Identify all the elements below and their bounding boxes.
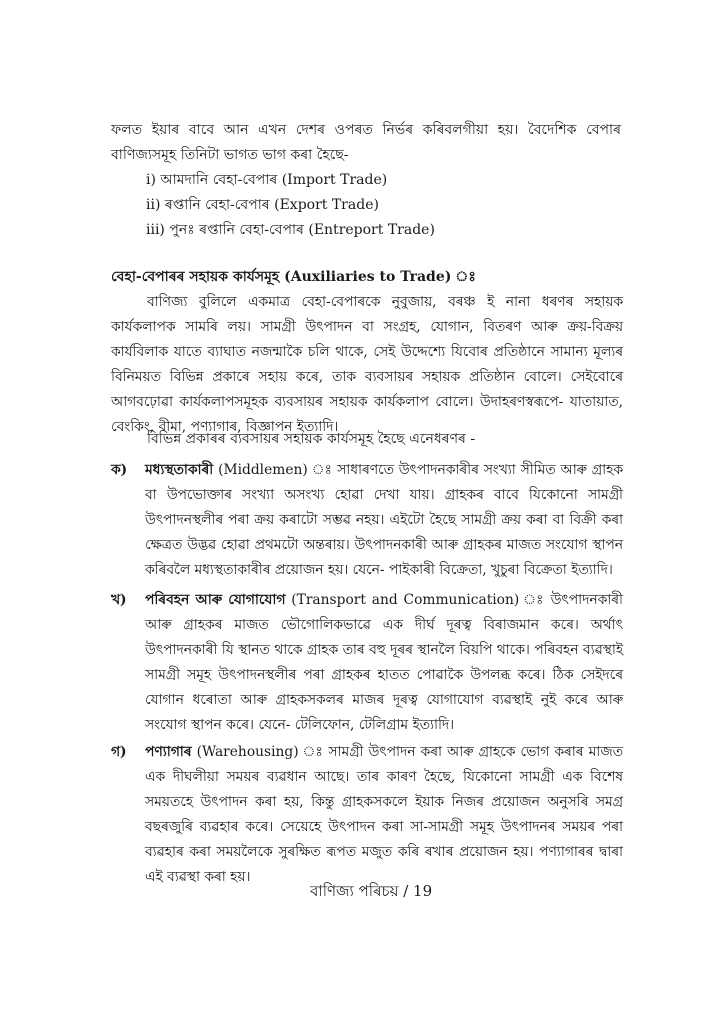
list-item-warehousing xyxy=(111,740,623,890)
section-heading: বেহা-বেপাৰৰ সহায়ক কাৰ্যসমূহ (Auxiliaries to Trade) ঃ xyxy=(111,269,476,285)
book-title: বাণিজ্য পৰিচয় xyxy=(310,882,399,900)
item-text: (Transport and Communication) ঃ উৎপাদনকাৰী আৰু গ্ৰাহকৰ মাজত ভৌগোলিকভাৱে এক দীৰ্ঘ দূৰত্ব বিৰাজমান কৰে। অৰ্থাৎ উৎপাদনকাৰী যি স্থানত থাকে গ্ৰাহক তাৰ বহু দূৰৰ স্থানলৈ বিয়পি থাকে। পৰিবহন ব্যৱস্থাই সামগ্ৰী সমূহ উৎপাদনস্থলীৰ পৰা গ্ৰাহকৰ হাতত পোৱাকৈ উপলব্ধ কৰে। ঠিক সেইদৰে যোগান ধৰোতা আৰু গ্ৰাহকসকলৰ মাজৰ দূৰত্ব যোগাযোগ ব্যৱস্থাই নুই কৰে আৰু সংযোগ স্থাপন কৰে। যেনে- টেলিফোন, টেলিগ্ৰাম ইত্যাদি। xyxy=(145,592,623,733)
list-item: ii) ৰপ্তানি বেহা-বেপাৰ (Export Trade) xyxy=(146,197,379,213)
item-marker: খ) xyxy=(111,592,127,608)
body-paragraph: বিভিন্ন প্ৰকাৰৰ ব্যবসায়ৰ সহায়ক কাৰ্যসমূহ হৈছে এনেধৰণৰ - xyxy=(147,431,476,447)
item-title: মধ্যস্থতাকাৰী xyxy=(145,462,214,478)
item-title: পণ্যাগাৰ xyxy=(145,744,192,760)
item-marker: ক) xyxy=(111,462,128,478)
page-number: / 19 xyxy=(403,882,433,900)
item-text: (Middlemen) ঃ সাধাৰণতে উৎপাদনকাৰীৰ সংখ্যা সীমিত আৰু গ্ৰাহক বা উপভোক্তাৰ সংখ্যা অসংখ্য হোৱা দেখা যায়। গ্ৰাহকৰ বাবে যিকোনো সামগ্ৰী উৎপাদনস্থলীৰ পৰা ক্ৰয় কৰাটো সম্ভৱ নহয়। এইটো হৈছে সামগ্ৰী ক্ৰয় কৰা বা বিক্ৰী কৰা ক্ষেত্ৰত উদ্ভৱ হোৱা প্ৰথমটো অন্তৰায়। উৎপাদনকাৰী আৰু গ্ৰাহকৰ মাজত সংযোগ স্থাপন কৰিবলৈ মধ্যস্থতাকাৰীৰ প্ৰয়োজন হয়। যেনে- পাইকাৰী বিক্ৰেতা, খুচুৰা বিক্ৰেতা ইত্যাদি। xyxy=(145,462,623,578)
list-item: i) আমদানি বেহা-বেপাৰ (Import Trade) xyxy=(146,172,388,188)
list-item-middlemen xyxy=(111,458,623,583)
item-title: পৰিবহন আৰু যোগাযোগ xyxy=(145,592,286,608)
item-body xyxy=(145,588,623,738)
item-body xyxy=(145,740,623,890)
body-paragraph: বাণিজ্য বুলিলে একমাত্ৰ বেহা-বেপাৰকে নুবুজায়, বৰঞ্চ ই নানা ধৰণৰ সহায়ক কাৰ্যকলাপক সামৰি লয়। সামগ্ৰী উৎপাদন বা সংগ্ৰহ, যোগান, বিতৰণ আৰু ক্ৰয়-বিক্ৰয় কাৰ্যবিলাক যাতে ব্যাঘাত নজন্মাকৈ চলি থাকে, সেই উদ্দেশ্যে যিবোৰ প্ৰতিষ্ঠানে সামান্য মূল্যৰ বিনিময়ত বিভিন্ন প্ৰকাৰে সহায় কৰে, তাক ব্যবসায়ৰ সহায়ক প্ৰতিষ্ঠান বোলে। সেইবোৰে আগবঢ়োৱা কাৰ্যকলাপসমূহক ব্যবসায়ৰ সহায়ক কাৰ্যকলাপ বোলে। উদাহৰণস্বৰূপে- যাতায়াত, বেংকিং, বীমা, পণ্যাগাৰ, বিজ্ঞাপন ইত্যাদি। xyxy=(111,294,623,435)
trade-type-list xyxy=(146,168,435,243)
list-item-transport xyxy=(111,588,623,738)
item-marker: গ) xyxy=(111,744,127,760)
list-item: iii) পুনঃ ৰপ্তানি বেহা-বেপাৰ (Entreport Trade) xyxy=(146,222,435,238)
item-text: (Warehousing) ঃ সামগ্ৰী উৎপাদন কৰা আৰু গ্ৰাহকে ভোগ কৰাৰ মাজত এক দীঘলীয়া সময়ৰ ব্যৱধান আছে। তাৰ কাৰণ হৈছে, যিকোনো সামগ্ৰী এক বিশেষ সময়তহে উৎপাদন কৰা হয়, কিন্তু গ্ৰাহকসকলে ইয়াক নিজৰ প্ৰয়োজন অনুসৰি সমগ্ৰ বছৰজুৰি ব্যৱহাৰ কৰে। সেয়েহে উৎপাদন কৰা সা-সামগ্ৰী সমূহ উৎপাদনৰ সময়ৰ পৰা ব্যৱহাৰ কৰা সময়লৈকে সুৰক্ষিত ৰূপত মজুত কৰি ৰখাৰ প্ৰয়োজন হয়। পণ্যাগাৰৰ দ্বাৰা এই ব্যৱস্থা কৰা হয়। xyxy=(145,744,623,885)
intro-paragraph: ফলত ইয়াৰ বাবে আন এখন দেশৰ ওপৰত নিৰ্ভৰ কৰিবলগীয়া হয়। বৈদেশিক বেপাৰ বাণিজ্যসমূহ তিনিটা ভাগত ভাগ কৰা হৈছে- xyxy=(111,122,621,163)
item-body xyxy=(145,458,623,583)
page-footer xyxy=(310,880,432,905)
